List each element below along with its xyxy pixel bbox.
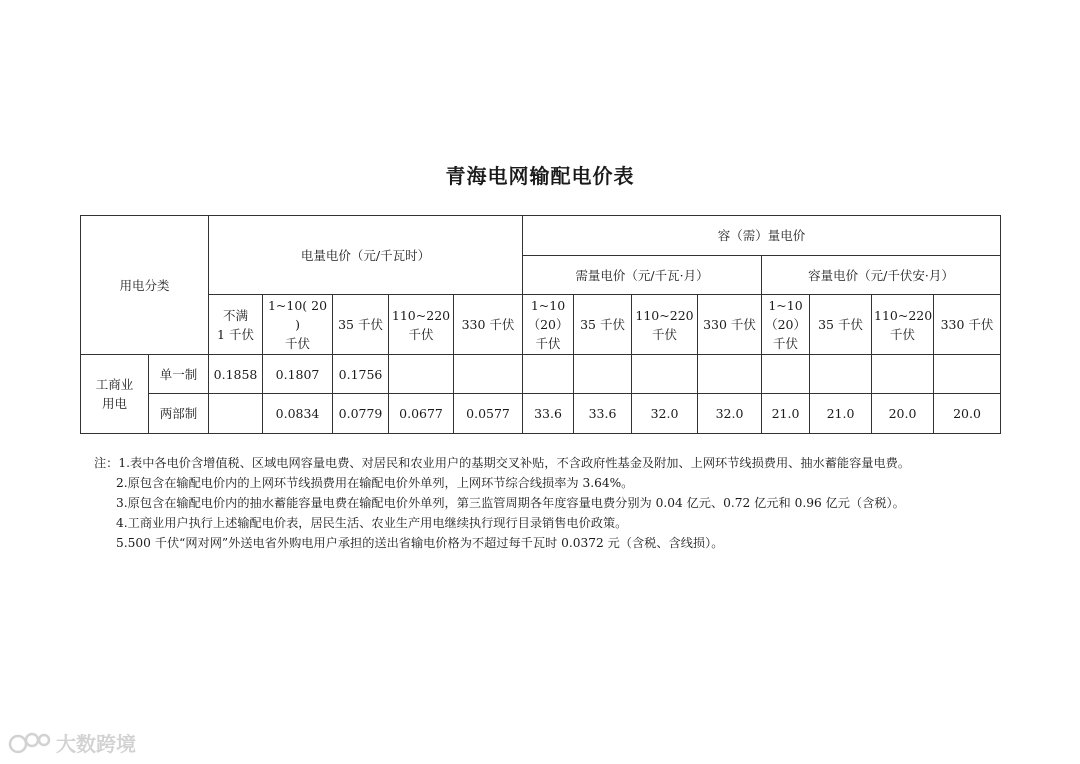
capacity-level-header-line: 110~220 [874, 307, 933, 323]
capacity-level-header-line: 千伏 [890, 326, 916, 342]
capacity-level-header [810, 295, 872, 355]
table-cell: 21.0 [762, 394, 810, 434]
capacity-level-header [872, 295, 934, 355]
table-cell [934, 355, 1001, 394]
table-cell [574, 355, 632, 394]
demand-level-header-line: （20） [527, 317, 569, 332]
demand-level-header-line: 110~220 [635, 307, 694, 323]
energy-level-header-line: 110~220 [391, 307, 451, 323]
energy-level-header [209, 295, 263, 355]
table-cell: 0.0577 [454, 394, 523, 434]
table-cell: 0.1756 [333, 355, 389, 394]
row-label: 两部制 [149, 394, 209, 434]
table-cell: 20.0 [934, 394, 1001, 434]
demand-level-header [523, 295, 574, 355]
table-cell [810, 355, 872, 394]
demand-level-header [574, 295, 632, 355]
table-cell: 21.0 [810, 394, 872, 434]
group-label-line: 用电 [101, 396, 127, 411]
capacity-level-header-line: 1~10 [768, 298, 803, 313]
table-cell [872, 355, 934, 394]
table-cell: 0.0677 [389, 394, 454, 434]
energy-level-header-line: 35 千伏 [338, 317, 383, 332]
page-title: 青海电网输配电价表 [445, 164, 635, 188]
energy-price-header: 电量电价（元/千瓦时） [209, 216, 523, 295]
capacity-level-header [762, 295, 810, 355]
watermark-logo-icon [8, 730, 52, 756]
table-cell [454, 355, 523, 394]
table-cell: 20.0 [872, 394, 934, 434]
watermark [8, 728, 136, 757]
table-cell: 32.0 [632, 394, 698, 434]
capacity-level-header [934, 295, 1001, 355]
table-cell [389, 355, 454, 394]
demand-price-header: 需量电价（元/千瓦·月） [523, 256, 762, 295]
capacity-level-header-line: 千伏 [773, 336, 799, 351]
demand-level-header [698, 295, 762, 355]
energy-level-header [454, 295, 523, 355]
group-label-cell [81, 355, 149, 434]
demand-level-header-line: 1~10 [530, 298, 566, 313]
note-item: 注：1.表中各电价含增值税、区域电网容量电费、对居民和农业用户的基期交叉补贴，不含政府性基金及附加、上网环节线损费用、抽水蓄能容量电费。 [94, 456, 911, 470]
table-cell [523, 355, 574, 394]
note-item: 4.工商业用户执行上述输配电价表，居民生活、农业生产用电继续执行现行目录销售电价政策。 [116, 516, 628, 530]
capacity-price-header: 容量电价（元/千伏安·月） [762, 256, 1001, 295]
energy-level-header-line: 千伏 [285, 336, 311, 351]
capacity-level-header-line: （20） [765, 317, 806, 332]
row-label: 单一制 [149, 355, 209, 394]
note-item: 2.原包含在输配电价内的上网环节线损费用在输配电价外单列，上网环节综合线损率为 3.64%。 [116, 476, 634, 490]
table-cell: 33.6 [574, 394, 632, 434]
demand-level-header [632, 295, 698, 355]
note-item: 5.500 千伏“网对网”外送电省外购电用户承担的送出省输电价格为不超过每千瓦时 0.0372 元（含税、含线损）。 [116, 536, 724, 550]
table-cell [632, 355, 698, 394]
demand-level-header-line: 千伏 [652, 326, 678, 342]
energy-level-header [333, 295, 389, 355]
table-cell: 0.0834 [263, 394, 333, 434]
energy-level-header-line: 千伏 [408, 326, 434, 342]
category-header: 用电分类 [81, 216, 209, 355]
notes [94, 453, 1034, 553]
table-cell [762, 355, 810, 394]
demand-level-header-line: 千伏 [535, 336, 561, 351]
energy-level-header-line: 1~10( 20 ) [267, 298, 328, 332]
capacity-level-header-line: 35 千伏 [818, 317, 863, 332]
group-label-line: 工商业 [95, 377, 134, 392]
table-cell [698, 355, 762, 394]
energy-level-header-line: 330 千伏 [461, 317, 515, 332]
table-cell [209, 394, 263, 434]
energy-level-header-line: 不满 [223, 307, 249, 323]
demand-level-header-line: 35 千伏 [580, 317, 625, 332]
table-cell: 33.6 [523, 394, 574, 434]
energy-level-header-line: 1 千伏 [217, 326, 254, 342]
energy-level-header [389, 295, 454, 355]
demand-level-header-line: 330 千伏 [703, 317, 756, 332]
price-table [80, 215, 1001, 434]
table-cell: 0.1858 [209, 355, 263, 394]
capacity-demand-header: 容（需）量电价 [523, 216, 1001, 256]
table-cell: 0.1807 [263, 355, 333, 394]
table-cell: 32.0 [698, 394, 762, 434]
capacity-level-header-line: 330 千伏 [940, 317, 994, 332]
table-cell: 0.0779 [333, 394, 389, 434]
note-item: 3.原包含在输配电价内的抽水蓄能容量电费在输配电价外单列，第三监管周期各年度容量电费分别为 0.04 亿元、0.72 亿元和 0.96 亿元（含税）。 [116, 496, 905, 510]
watermark-text: 大数跨境 [56, 732, 136, 756]
energy-level-header [263, 295, 333, 355]
